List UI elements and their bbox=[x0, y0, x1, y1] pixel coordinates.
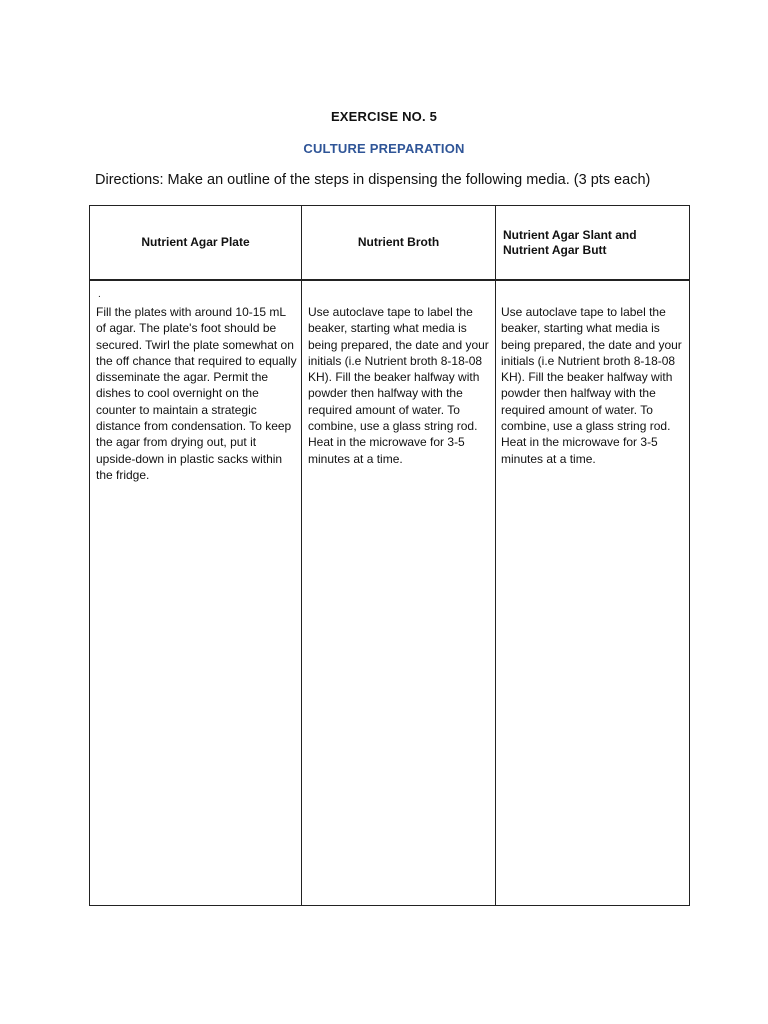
media-outline-table bbox=[89, 205, 690, 906]
exercise-title: EXERCISE NO. 5 bbox=[330, 109, 438, 124]
bullet-marker: . bbox=[98, 289, 101, 300]
cell-nutrient-agar-slant-butt: Use autoclave tape to label the beaker, starting what media is being prepared, the date and your initials (i.e Nutrient broth 8-18-08 KH). Fill the beaker halfway with powder then halfway with the required amount of water. To combine, use a glass string rod. Heat in the microwave for 3-5 minutes at a time. bbox=[501, 305, 682, 466]
cell-nutrient-agar-plate: Fill the plates with around 10-15 mL of agar. The plate's foot should be secured. Twirl the plate somewhat on the off chance that required to equally disseminate the agar. Permit the dishes to cool overnight on the counter to maintain a strategic distance from condensation. To keep the agar from drying out, put it upside-down in plastic sacks within the fridge. bbox=[96, 305, 297, 482]
column-divider bbox=[495, 206, 496, 905]
section-title: CULTURE PREPARATION bbox=[303, 141, 465, 156]
directions-text: Directions: Make an outline of the steps in dispensing the following media. (3 pts each) bbox=[95, 172, 651, 188]
column-divider bbox=[301, 206, 302, 905]
header-nutrient-agar-plate: Nutrient Agar Plate bbox=[141, 235, 250, 249]
cell-nutrient-broth: Use autoclave tape to label the beaker, starting what media is being prepared, the date and your initials (i.e Nutrient broth 8-18-08 KH). Fill the beaker halfway with powder then halfway with the required amount of water. To combine, use a glass string rod. Heat in the microwave for 3-5 minutes at a time. bbox=[308, 305, 489, 466]
header-nutrient-broth: Nutrient Broth bbox=[357, 235, 440, 249]
header-nutrient-agar-slant-butt: Nutrient Agar Slant and Nutrient Agar Butt bbox=[503, 227, 637, 257]
